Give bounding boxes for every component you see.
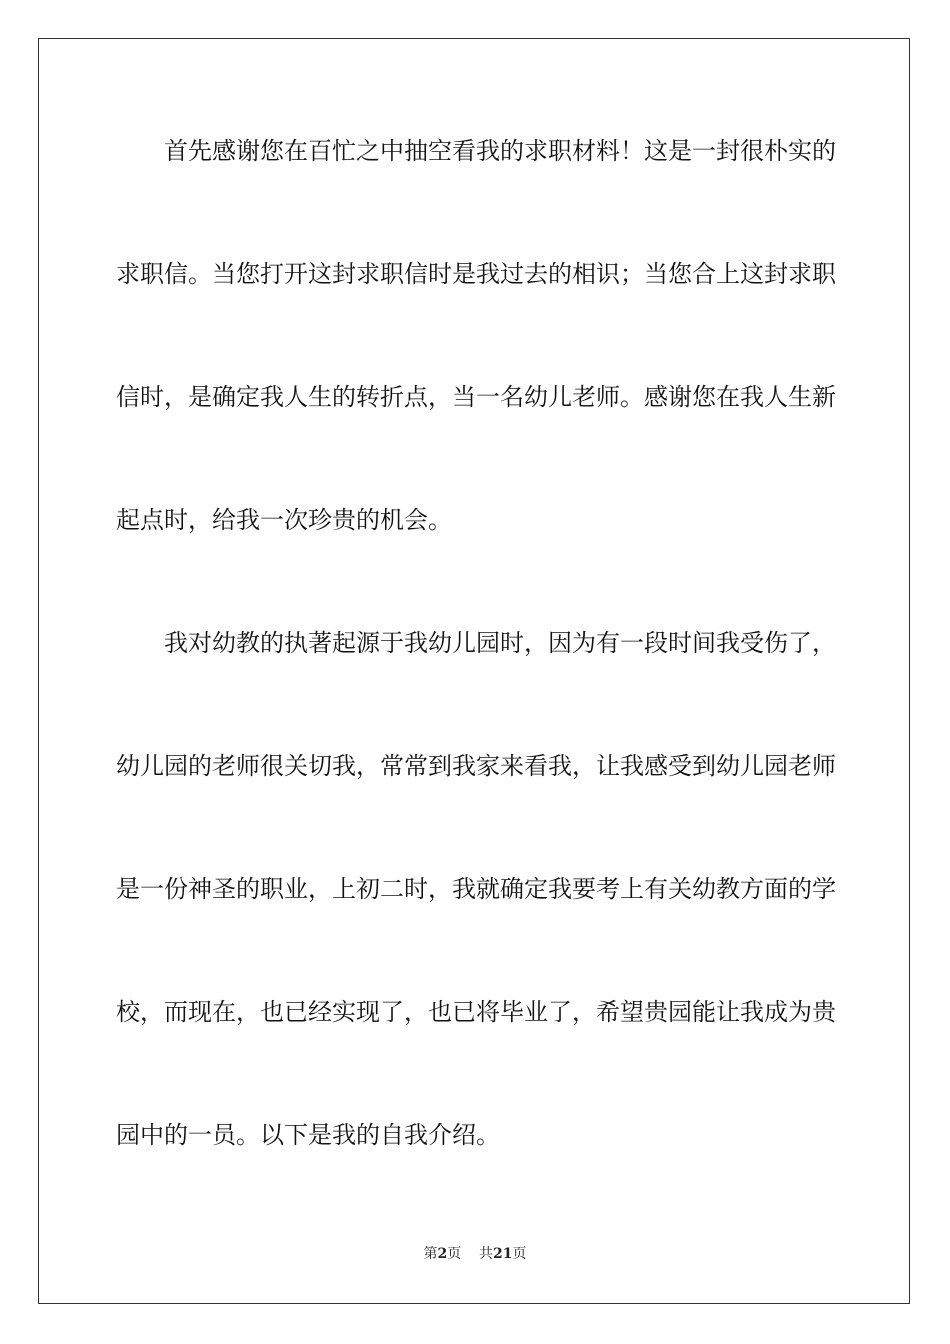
paragraph-2-line-3: 是一份神圣的职业，上初二时，我就确定我要考上有关幼教方面的学 [116,875,836,903]
page-footer [0,1244,950,1264]
total-prefix: 共 [479,1246,494,1262]
paragraph-1-line-2: 求职信。当您打开这封求职信时是我过去的相识；当您合上这封求职 [116,260,836,288]
total-suffix: 页 [512,1246,527,1262]
paragraph-2-line-4: 校，而现在，也已经实现了，也已将毕业了，希望贵园能让我成为贵 [116,998,836,1026]
page-prefix: 第 [423,1246,438,1262]
current-page-number: 2 [437,1246,448,1262]
paragraph-1-line-1: 首先感谢您在百忙之中抽空看我的求职材料！这是一封很朴实的 [164,137,836,165]
paragraph-1-line-3: 信时，是确定我人生的转折点，当一名幼儿老师。感谢您在我人生新 [116,383,836,411]
total-pages-number: 21 [493,1246,513,1262]
page-suffix: 页 [447,1246,462,1262]
paragraph-2-line-2: 幼儿园的老师很关切我，常常到我家来看我，让我感受到幼儿园老师 [116,752,836,780]
paragraph-2-line-5: 园中的一员。以下是我的自我介绍。 [116,1121,500,1149]
paragraph-2-line-1: 我对幼教的执著起源于我幼儿园时，因为有一段时间我受伤了， [164,629,836,657]
paragraph-1-line-4: 起点时，给我一次珍贵的机会。 [116,506,452,534]
